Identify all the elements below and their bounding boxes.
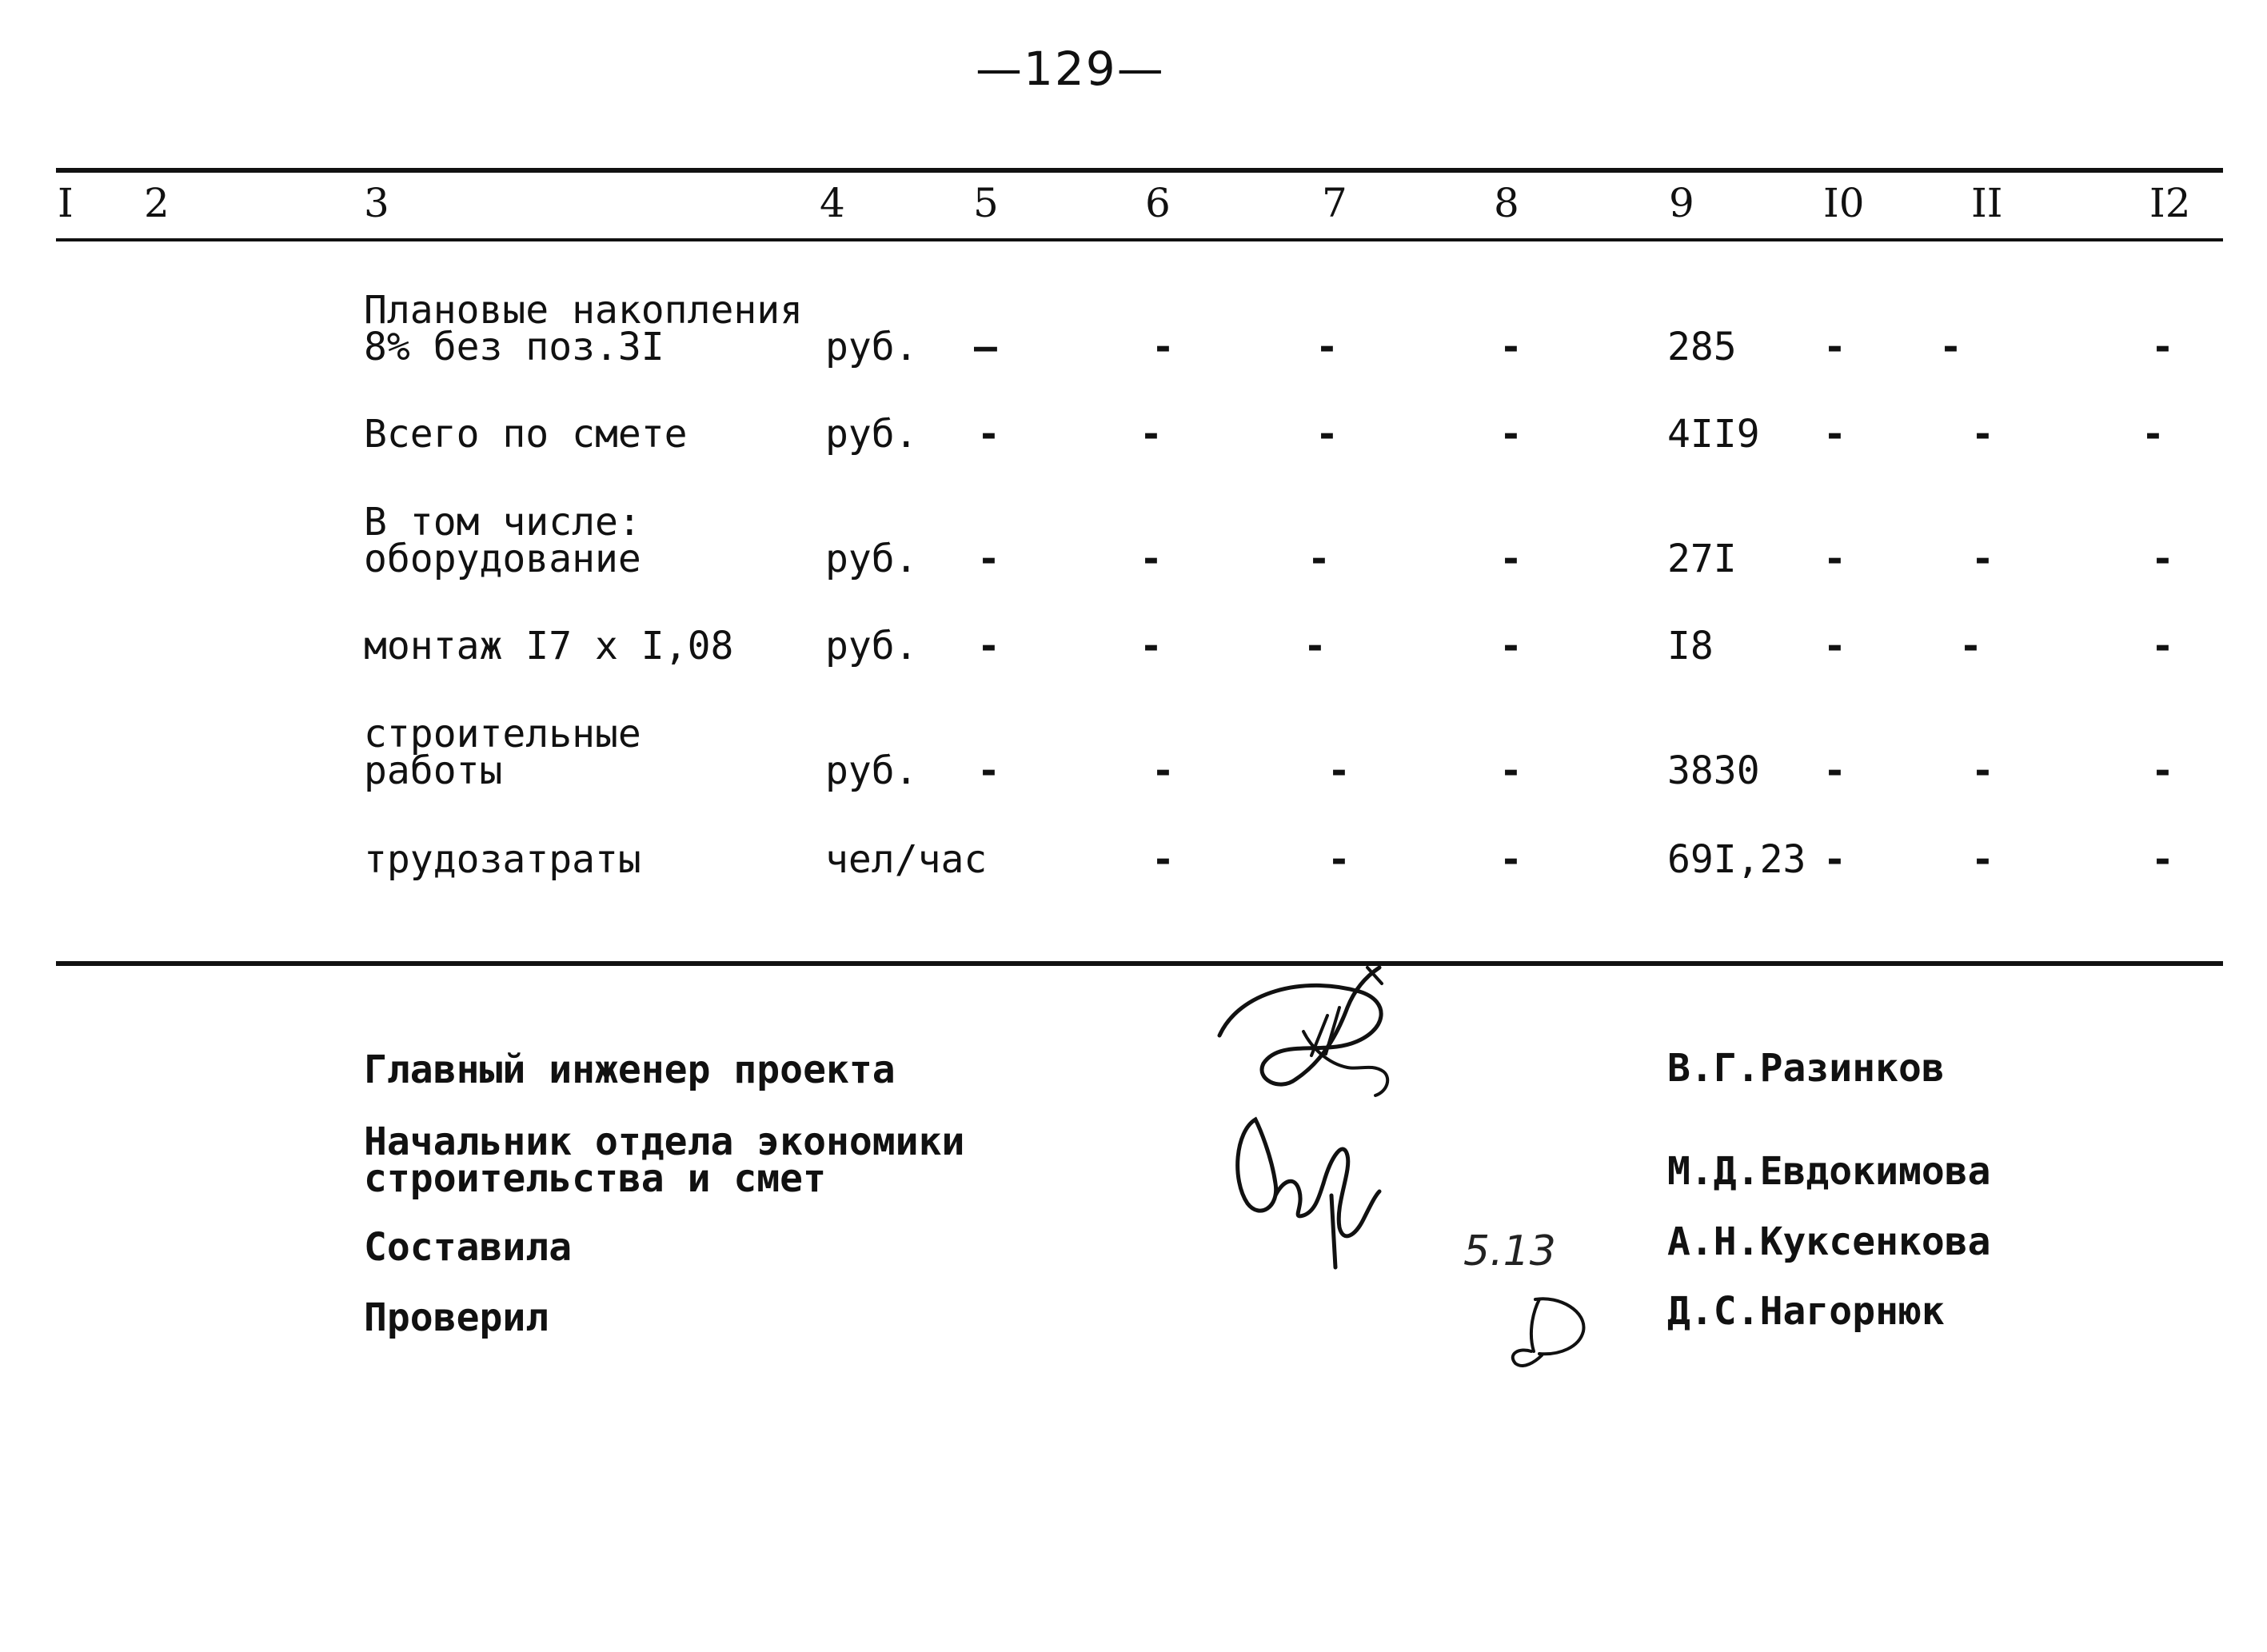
- cell-col6: -: [1151, 325, 1175, 369]
- cell-col5: -: [977, 412, 1000, 457]
- cell-col8: -: [1499, 325, 1523, 369]
- cell-col7: -: [1315, 325, 1339, 369]
- cell-col5: -: [977, 748, 1000, 793]
- row-name: Всего по смете: [364, 412, 688, 457]
- column-header: I0: [1823, 180, 1865, 226]
- column-header: 3: [364, 180, 389, 226]
- column-header: 9: [1669, 180, 1694, 226]
- cell-col6: -: [1151, 748, 1175, 793]
- cell-col6: -: [1139, 412, 1163, 457]
- cell-col11: -: [1939, 325, 1962, 369]
- cell-col12: -: [2141, 412, 2165, 457]
- cell-col9: I8: [1667, 624, 1714, 668]
- column-header: 7: [1322, 180, 1347, 226]
- cell-col12: -: [2151, 748, 2174, 793]
- cell-col10: -: [1823, 412, 1846, 457]
- column-header: I2: [2149, 180, 2191, 226]
- row-unit: руб.: [825, 325, 918, 369]
- signature-role: Составила: [364, 1225, 573, 1270]
- row-name: строительные работы: [364, 712, 641, 793]
- row-unit: руб.: [825, 748, 918, 793]
- row-unit: руб.: [825, 537, 918, 581]
- signature-name: М.Д.Евдокимова: [1667, 1149, 1991, 1194]
- cell-col8: -: [1499, 837, 1523, 882]
- signature-name: А.Н.Куксенкова: [1667, 1219, 1991, 1264]
- row-unit: руб.: [825, 624, 918, 668]
- cell-col11: -: [1971, 748, 1994, 793]
- cell-col12: -: [2151, 537, 2174, 581]
- cell-col7: -: [1315, 412, 1339, 457]
- cell-col10: -: [1823, 537, 1846, 581]
- cell-col8: -: [1499, 412, 1523, 457]
- column-header: 8: [1494, 180, 1519, 226]
- cell-col7: -: [1327, 837, 1351, 882]
- signature-role: Главный инженер проекта: [364, 1047, 896, 1092]
- row-name: трудозатраты: [364, 837, 641, 882]
- page-number: —129—: [976, 42, 1165, 96]
- table-bottom-rule: [56, 961, 2223, 966]
- cell-col8: -: [1499, 624, 1523, 668]
- cell-col11: -: [1971, 837, 1994, 882]
- cell-col12: -: [2151, 624, 2174, 668]
- cell-col9: 27I: [1667, 537, 1737, 581]
- row-name: монтаж I7 x I,08: [364, 624, 734, 668]
- cell-col8: -: [1499, 537, 1523, 581]
- cell-col5: —: [974, 325, 997, 369]
- handwritten-signature: [1207, 960, 1415, 1111]
- row-name: Плановые накопления 8% без поз.3I: [364, 288, 804, 369]
- cell-col9: 285: [1667, 325, 1737, 369]
- column-header: 4: [820, 180, 845, 226]
- signature-name: Д.С.Нагорнюк: [1667, 1289, 1945, 1334]
- cell-col10: -: [1823, 837, 1846, 882]
- column-header: 6: [1145, 180, 1171, 226]
- cell-col7: -: [1307, 537, 1331, 581]
- cell-col10: -: [1823, 325, 1846, 369]
- signature-role: Проверил: [364, 1295, 549, 1340]
- handwritten-signature: [1227, 1107, 1395, 1283]
- cell-col9: 69I,23: [1667, 837, 1806, 882]
- header-bottom-rule: [56, 238, 2223, 241]
- cell-col11: -: [1971, 537, 1994, 581]
- cell-col11: -: [1971, 412, 1994, 457]
- signature-name: В.Г.Разинков: [1667, 1046, 1945, 1091]
- cell-col10: -: [1823, 748, 1846, 793]
- cell-col9: 3830: [1667, 748, 1760, 793]
- cell-col12: -: [2151, 837, 2174, 882]
- cell-col5: -: [977, 537, 1000, 581]
- table-top-rule: [56, 168, 2223, 173]
- cell-col10: -: [1823, 624, 1846, 668]
- cell-col6: -: [1139, 624, 1163, 668]
- cell-col9: 4II9: [1667, 412, 1760, 457]
- row-unit: руб.: [825, 412, 918, 457]
- cell-col5: -: [977, 624, 1000, 668]
- handwritten-note: 5.13: [1463, 1227, 1556, 1275]
- cell-col7: -: [1327, 748, 1351, 793]
- row-name: В том числе: оборудование: [364, 500, 641, 581]
- cell-col6: -: [1139, 537, 1163, 581]
- cell-col11: -: [1959, 624, 1982, 668]
- column-header: 5: [973, 180, 999, 226]
- signature-role: Начальник отдела экономики строительства и смет: [364, 1119, 965, 1201]
- cell-col12: -: [2151, 325, 2174, 369]
- column-header: II: [1971, 180, 2003, 226]
- column-header: I: [58, 180, 74, 226]
- handwritten-initial-signature: [1495, 1283, 1607, 1371]
- cell-col8: -: [1499, 748, 1523, 793]
- row-unit: чел/час: [825, 837, 988, 882]
- column-header: 2: [144, 180, 170, 226]
- cell-col6: -: [1151, 837, 1175, 882]
- cell-col7: -: [1303, 624, 1327, 668]
